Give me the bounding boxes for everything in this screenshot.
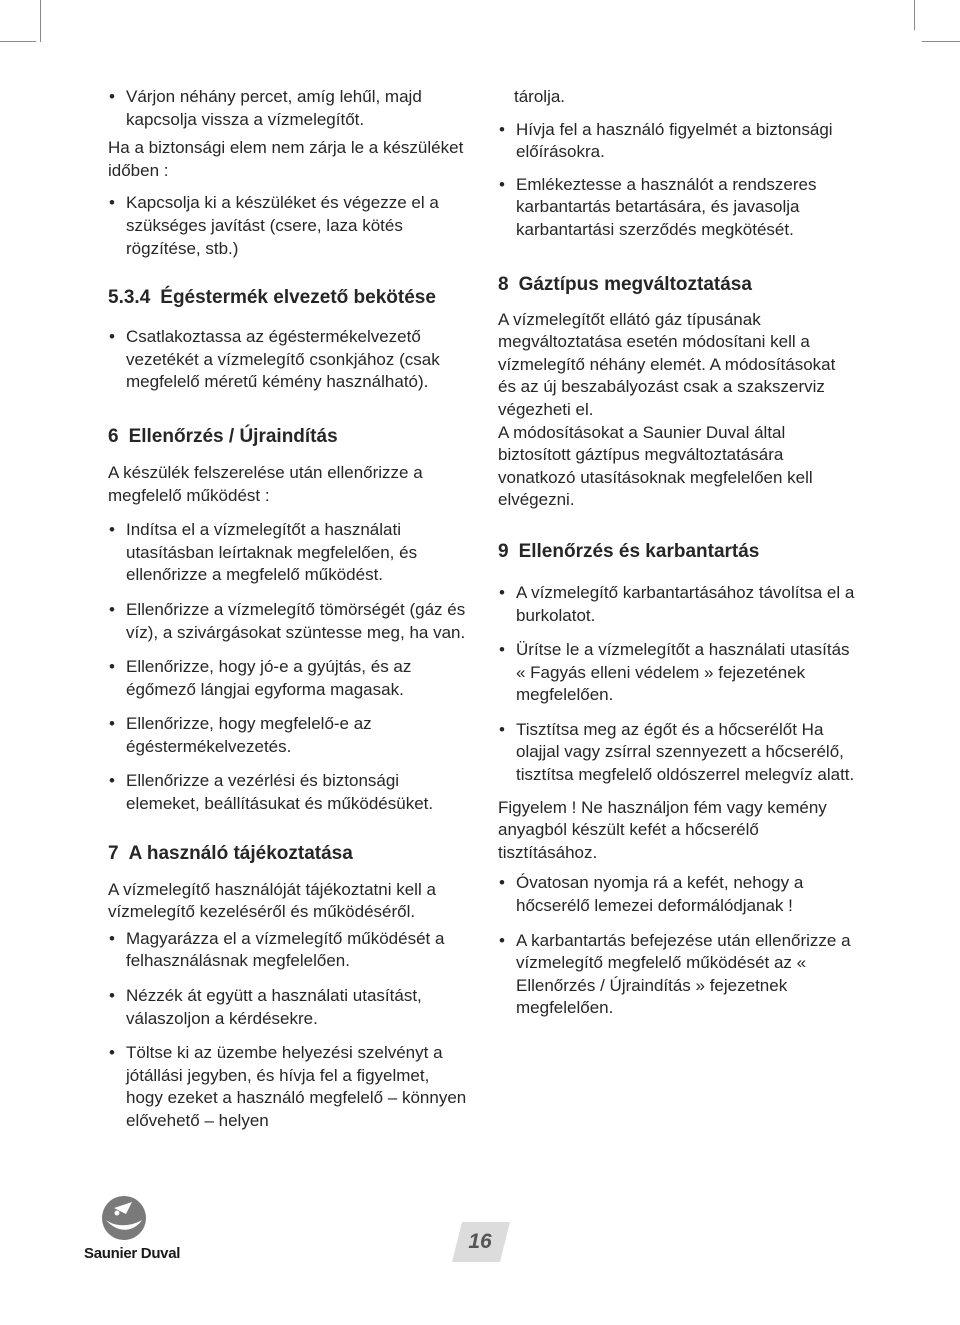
section-heading-6 — [108, 425, 468, 449]
crop-mark-top-right-h — [922, 41, 960, 42]
section-number: 8 — [498, 273, 509, 295]
left-column — [108, 86, 468, 1133]
right-column — [498, 86, 858, 1020]
list-item: • Kapcsolja ki a készüléket és végezze el a szükséges javítást (csere, laza kötés rögzítése, stb.) — [108, 192, 468, 260]
list-item: • A vízmelegítő karbantartásához távolítsa el a burkolatot. — [498, 582, 858, 627]
paragraph-intro-6: A készülék felszerelése után ellenőrizze a megfelelő működést : — [108, 462, 423, 505]
paragraph-continuation: tárolja. — [514, 87, 566, 106]
list-left-3 — [108, 326, 468, 394]
section-number: 6 — [108, 425, 119, 447]
section-number: 7 — [108, 842, 119, 864]
list-item: • Ellenőrizze, hogy jó-e a gyújtás, és az égőmező lángjai egyforma magasak. — [108, 656, 468, 701]
list-left-7 — [108, 928, 468, 1133]
section-title: Ellenőrzés / Újraindítás — [128, 425, 338, 447]
brand-name: Saunier Duval — [84, 1245, 181, 1262]
list-item: • Ellenőrizze a vízmelegítő tömörségét (gáz és víz), a szivárgásokat szüntesse meg, ha van. — [108, 599, 468, 644]
paragraph-intro-7: A vízmelegítő használóját tájékoztatni kell a vízmelegítő kezeléséről és működéséről. — [108, 879, 436, 922]
page-number: 16 — [468, 1230, 492, 1253]
section-title: Ellenőrzés és karbantartás — [518, 540, 760, 562]
crop-mark-top-left — [40, 0, 41, 42]
paragraph-8a: A vízmelegítőt ellátó gáz típusának megváltoztatása esetén módosítani kell a vízmelegítő néhány elemét. A módosításokat és az új beszabályozást csak a szakszerviz végezheti el. — [498, 309, 836, 419]
section-heading-5-3-4 — [108, 286, 468, 310]
section-number: 9 — [498, 540, 509, 562]
list-item: • Csatlakoztassa az égéstermékelvezető vezetékét a vízmelegítő csonkjához (csak megfelelő méretű kémény használható). — [108, 326, 468, 394]
paragraph-intro-safety: Ha a biztonsági elem nem zárja le a készüléket időben : — [108, 138, 464, 180]
section-heading-8 — [498, 273, 858, 297]
list-item: • Töltse ki az üzembe helyezési szelvényt a jótállási jegyben, és hívja fel a figyelmet, hogy ezeket a használó megfelelő – könnyen elővehető – helyen — [108, 1042, 468, 1132]
warning-paragraph: Figyelem ! Ne használjon fém vagy kemény anyagból készült kefét a hőcserélő tisztításához. — [498, 797, 827, 862]
list-right-1 — [498, 119, 858, 242]
list-left-6 — [108, 519, 468, 816]
list-item: • Indítsa el a vízmelegítőt a használati utasításban leírtaknak megfelelően, és ellenőrizze a megfelelő működést. — [108, 519, 468, 587]
list-item: • Tisztítsa meg az égőt és a hőcserélőt Ha olajjal vagy zsírral szennyezett a hőcserélő, tisztítsa megfelelő oldószerrel melegvíz alatt. — [498, 719, 858, 787]
list-item: • Magyarázza el a vízmelegítő működését a felhasználásnak megfelelően. — [108, 928, 468, 973]
list-item: • Hívja fel a használó figyelmét a biztonsági előírásokra. — [498, 119, 858, 164]
list-right-9 — [498, 582, 858, 787]
list-item: • Ürítse le a vízmelegítőt a használati utasítás « Fagyás elleni védelem » fejezetének megfelelően. — [498, 639, 858, 707]
section-title: Égéstermék elvezető bekötése — [160, 287, 436, 309]
list-item: • Nézzék át együtt a használati utasítást, válaszoljon a kérdésekre. — [108, 985, 468, 1030]
crop-mark-top-left-h — [0, 41, 36, 42]
section-heading-7 — [108, 842, 468, 866]
list-right-10 — [498, 872, 858, 1020]
section-number: 5.3.4 — [108, 287, 151, 309]
crop-mark-top-right — [914, 0, 915, 30]
page-number-badge — [452, 1220, 512, 1264]
list-item: • Emlékeztesse a használót a rendszeres karbantartás betartására, és javasolja karbantartási szerződés megkötését. — [498, 174, 858, 242]
list-left-2 — [108, 192, 468, 260]
section-title: Gáztípus megváltoztatása — [518, 273, 752, 295]
paragraph-8b: A módosításokat a Saunier Duval által biztosított gáztípus megváltoztatására vonatkozó utasításoknak megfelelően kell elvégezni. — [498, 422, 813, 510]
list-item: • Ellenőrizze a vezérlési és biztonsági elemeket, beállításukat és működésüket. — [108, 770, 468, 815]
list-item: • A karbantartás befejezése után ellenőrizze a vízmelegítő megfelelő működését az « Ellenőrzés / Újraindítás » fejezetnek megfelelően. — [498, 930, 858, 1020]
section-title: A használó tájékoztatása — [128, 842, 353, 864]
list-item: • Ellenőrizze, hogy megfelelő-e az égéstermékelvezetés. — [108, 713, 468, 758]
brand-logo-icon — [84, 1196, 204, 1276]
section-heading-9 — [498, 540, 858, 564]
list-item: • Óvatosan nyomja rá a kefét, nehogy a hőcserélő lemezei deformálódjanak ! — [498, 872, 858, 917]
list-item: • Várjon néhány percet, amíg lehűl, majd kapcsolja vissza a vízmelegítőt. — [108, 86, 468, 131]
list-left-1 — [108, 86, 468, 131]
